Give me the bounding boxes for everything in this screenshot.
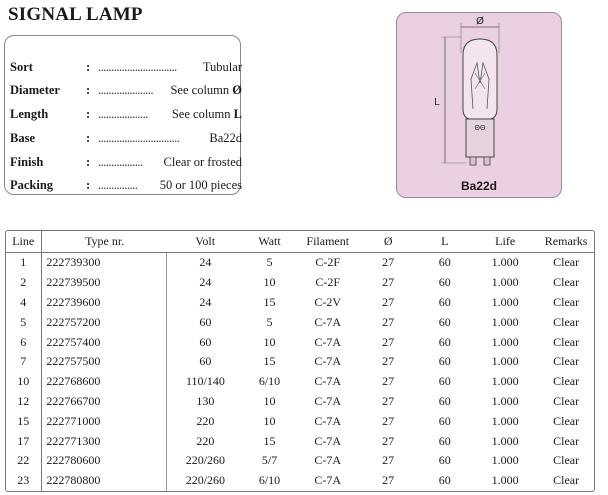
cell-diameter: 27 — [382, 275, 395, 290]
spec-colon: : — [86, 83, 91, 97]
cell-diameter: 27 — [382, 433, 395, 448]
cell-remarks: Clear — [553, 255, 580, 270]
table-row — [5, 451, 595, 471]
lamp-diagram-panel — [396, 12, 562, 198]
cell-type-nr: 222757500 — [42, 352, 167, 372]
bulb-glass — [463, 39, 497, 119]
cell-line: 2 — [5, 273, 42, 293]
base-pin-mark: ΘΘ — [474, 125, 486, 132]
cell-volt: 220 — [196, 433, 215, 448]
table-row — [5, 332, 595, 352]
cell-life: 1.000 — [491, 393, 519, 408]
spec-colon: : — [86, 178, 91, 192]
spec-row-packing — [10, 178, 242, 196]
cell-filament: C-7A — [314, 433, 342, 448]
cell-filament: C-2F — [315, 275, 341, 290]
cell-line: 4 — [5, 293, 42, 313]
spec-label: Diameter — [10, 83, 60, 97]
cell-length: 60 — [438, 334, 451, 349]
spec-value: Ba22d — [209, 131, 242, 145]
cell-volt: 24 — [199, 275, 212, 290]
cell-remarks: Clear — [553, 354, 580, 369]
spec-value: Tubular — [202, 60, 242, 74]
cell-watt: 10 — [263, 275, 276, 290]
cell-diameter: 27 — [382, 374, 395, 389]
cell-volt: 130 — [196, 393, 215, 408]
spec-value-text: See column — [170, 83, 230, 97]
diameter-symbol: Ø — [232, 83, 242, 97]
cell-filament: C-7A — [314, 354, 342, 369]
table-header-row — [5, 230, 595, 253]
length-symbol: L — [233, 107, 242, 121]
cell-volt: 220 — [196, 413, 215, 428]
spec-colon: : — [86, 155, 91, 169]
cell-remarks: Clear — [553, 453, 580, 468]
header-line: Line — [5, 230, 42, 253]
cell-diameter: 27 — [382, 334, 395, 349]
base-contact-right — [484, 157, 490, 165]
page-title: SIGNAL LAMP — [8, 4, 143, 25]
cell-filament: C-7A — [314, 473, 342, 488]
spec-label: Length — [10, 107, 49, 121]
table-row — [5, 352, 595, 372]
cell-watt: 5 — [266, 255, 273, 270]
cell-diameter: 27 — [382, 393, 395, 408]
cell-line: 22 — [5, 451, 42, 471]
spec-leader: ................... — [98, 107, 148, 121]
base-type-caption: Ba22d — [460, 179, 498, 193]
cell-diameter: 27 — [382, 354, 395, 369]
spec-row-diameter — [10, 83, 242, 101]
cell-length: 60 — [438, 354, 451, 369]
cell-line: 5 — [5, 312, 42, 332]
table-row — [5, 392, 595, 412]
cell-watt: 6/10 — [258, 473, 281, 488]
spec-colon: : — [86, 131, 91, 145]
cell-line: 15 — [5, 411, 42, 431]
cell-life: 1.000 — [491, 334, 519, 349]
cell-diameter: 27 — [382, 294, 395, 309]
cell-diameter: 27 — [382, 314, 395, 329]
cell-volt: 60 — [199, 354, 212, 369]
cell-line: 10 — [5, 372, 42, 392]
spec-value — [172, 107, 242, 122]
cell-filament: C-7A — [314, 413, 342, 428]
spec-leader: ..................... — [98, 83, 154, 97]
cell-remarks: Clear — [553, 275, 580, 290]
spec-leader: .............................. — [98, 60, 177, 74]
cell-line: 7 — [5, 352, 42, 372]
cell-type-nr: 222757200 — [42, 312, 167, 332]
cell-life: 1.000 — [491, 374, 519, 389]
cell-remarks: Clear — [553, 393, 580, 408]
cell-volt: 220/260 — [185, 473, 226, 488]
table-row — [5, 411, 595, 431]
diameter-label: Ø — [476, 16, 484, 27]
cell-type-nr: 222739300 — [42, 253, 167, 273]
spec-leader: ............................... — [98, 131, 180, 145]
cell-type-nr: 222739500 — [42, 273, 167, 293]
header-length: L — [416, 230, 473, 253]
spec-leader: ............... — [98, 178, 138, 192]
cell-life: 1.000 — [491, 294, 519, 309]
cell-watt: 10 — [263, 334, 276, 349]
table-row — [5, 273, 595, 293]
spec-label: Base — [10, 131, 35, 145]
cell-watt: 10 — [263, 393, 276, 408]
cell-life: 1.000 — [491, 453, 519, 468]
cell-type-nr: 222757400 — [42, 332, 167, 352]
cell-watt: 15 — [263, 354, 276, 369]
cell-volt: 220/260 — [185, 453, 226, 468]
cell-filament: C-7A — [314, 374, 342, 389]
spec-value-text: See column — [171, 107, 231, 121]
cell-length: 60 — [438, 294, 451, 309]
cell-life: 1.000 — [491, 473, 519, 488]
cell-type-nr: 222768600 — [42, 372, 167, 392]
cell-filament: C-2V — [314, 294, 342, 309]
spec-row-finish — [10, 155, 242, 173]
length-label: L — [434, 97, 440, 108]
cell-watt: 5 — [266, 314, 273, 329]
cell-length: 60 — [438, 473, 451, 488]
spec-row-sort — [10, 60, 242, 78]
cell-remarks: Clear — [553, 314, 580, 329]
cell-life: 1.000 — [491, 433, 519, 448]
header-type-nr: Type nr. — [42, 230, 167, 253]
cell-life: 1.000 — [491, 413, 519, 428]
table-row — [5, 293, 595, 313]
table-row — [5, 372, 595, 392]
cell-length: 60 — [438, 314, 451, 329]
cell-line: 1 — [5, 253, 42, 273]
cell-type-nr: 222780800 — [42, 471, 167, 491]
cell-diameter: 27 — [382, 453, 395, 468]
cell-remarks: Clear — [553, 413, 580, 428]
cell-line: 12 — [5, 392, 42, 412]
cell-life: 1.000 — [491, 314, 519, 329]
cell-remarks: Clear — [553, 334, 580, 349]
spec-colon: : — [86, 107, 91, 121]
table-row — [5, 253, 595, 273]
cell-length: 60 — [438, 413, 451, 428]
cell-type-nr: 222780600 — [42, 451, 167, 471]
cell-volt: 60 — [199, 334, 212, 349]
cell-watt: 10 — [263, 413, 276, 428]
cell-filament: C-7A — [314, 393, 342, 408]
cell-life: 1.000 — [491, 275, 519, 290]
spec-row-base — [10, 131, 242, 149]
spec-label: Packing — [10, 178, 54, 192]
header-filament: Filament — [296, 230, 360, 253]
spec-row-length — [10, 107, 242, 125]
base-contact-left — [470, 157, 476, 165]
cell-length: 60 — [438, 255, 451, 270]
table-row — [5, 312, 595, 332]
spec-label: Finish — [10, 155, 44, 169]
cell-remarks: Clear — [553, 473, 580, 488]
cell-type-nr: 222771300 — [42, 431, 167, 451]
lamp-table — [5, 230, 595, 491]
spec-value: Clear or frosted — [163, 155, 242, 169]
cell-length: 60 — [438, 433, 451, 448]
cell-remarks: Clear — [553, 294, 580, 309]
header-volt: Volt — [167, 230, 243, 253]
spec-value: 50 or 100 pieces — [159, 178, 242, 192]
cell-filament: C-2F — [315, 255, 341, 270]
table-row — [5, 471, 595, 491]
cell-filament: C-7A — [314, 314, 342, 329]
cell-length: 60 — [438, 374, 451, 389]
cell-type-nr: 222766700 — [42, 392, 167, 412]
cell-type-nr: 222739600 — [42, 293, 167, 313]
cell-volt: 24 — [199, 255, 212, 270]
table-row — [5, 431, 595, 451]
header-remarks: Remarks — [537, 230, 595, 253]
cell-watt: 15 — [263, 433, 276, 448]
cell-remarks: Clear — [553, 374, 580, 389]
cell-volt: 24 — [199, 294, 212, 309]
cell-line: 6 — [5, 332, 42, 352]
cell-volt: 110/140 — [185, 374, 225, 389]
cell-diameter: 27 — [382, 413, 395, 428]
cell-diameter: 27 — [382, 255, 395, 270]
cell-watt: 15 — [263, 294, 276, 309]
header-life: Life — [473, 230, 537, 253]
cell-filament: C-7A — [314, 453, 342, 468]
cell-life: 1.000 — [491, 354, 519, 369]
lamp-drawing — [397, 13, 561, 197]
header-watt: Watt — [243, 230, 295, 253]
cell-line: 23 — [5, 471, 42, 491]
cell-remarks: Clear — [553, 433, 580, 448]
cell-type-nr: 222771000 — [42, 411, 167, 431]
cell-life: 1.000 — [491, 255, 519, 270]
cell-volt: 60 — [199, 314, 212, 329]
cell-length: 60 — [438, 275, 451, 290]
cell-length: 60 — [438, 453, 451, 468]
cell-line: 17 — [5, 431, 42, 451]
cell-length: 60 — [438, 393, 451, 408]
spec-colon: : — [86, 60, 91, 74]
cell-watt: 5/7 — [261, 453, 278, 468]
header-diameter: Ø — [360, 230, 417, 253]
spec-leader: ................. — [98, 155, 143, 169]
spec-value — [170, 83, 242, 98]
cell-watt: 6/10 — [258, 374, 281, 389]
spec-panel — [4, 35, 241, 195]
spec-label: Sort — [10, 60, 33, 74]
cell-filament: C-7A — [314, 334, 342, 349]
cell-diameter: 27 — [382, 473, 395, 488]
